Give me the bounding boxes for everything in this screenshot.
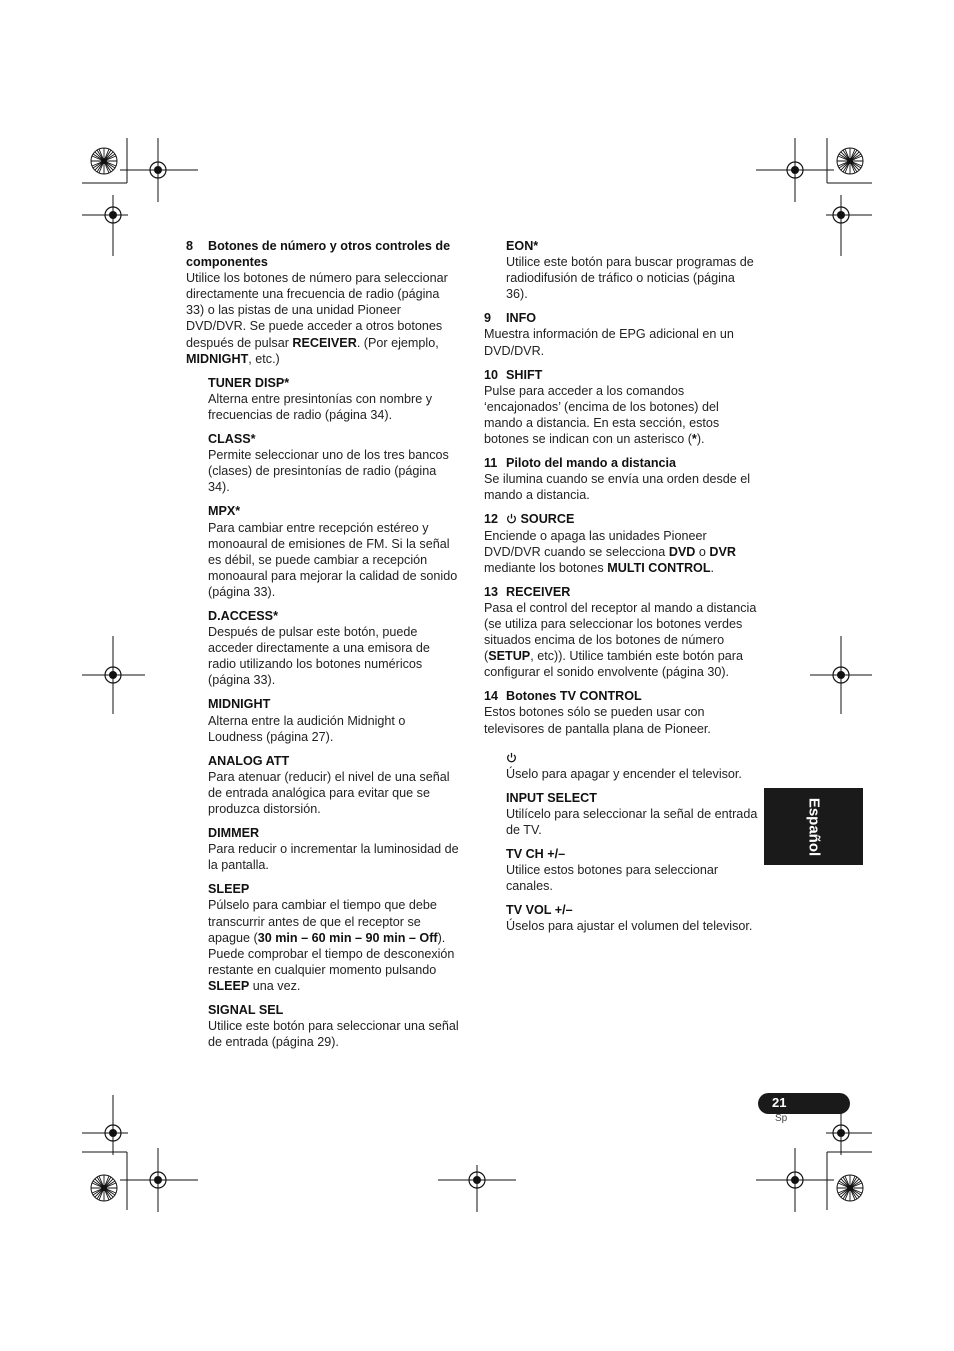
- page-language-code: Sp: [775, 1113, 788, 1124]
- entry-text: Para reducir o incrementar la luminosidad de la pantalla.: [208, 842, 459, 873]
- entry-text: Alterna entre presintonías con nombre y frecuencias de radio (página 34).: [208, 391, 433, 422]
- entry-title: TV VOL +/–: [506, 903, 573, 918]
- class-entry: [208, 431, 461, 495]
- power-icon: [506, 752, 517, 763]
- left-column: [186, 238, 461, 1058]
- text: ).: [696, 432, 705, 447]
- text: , etc.): [248, 351, 280, 366]
- entry-title: EON*: [506, 239, 539, 253]
- entry-title: D.ACCESS*: [208, 608, 278, 623]
- bold-text: DVR: [709, 544, 737, 559]
- section-text: [484, 600, 759, 680]
- section-11: [484, 455, 759, 503]
- section-text: [484, 528, 759, 576]
- section-heading: [484, 455, 759, 471]
- section-heading: [484, 584, 759, 600]
- section-13: [484, 584, 759, 681]
- entry-title: MIDNIGHT: [208, 697, 271, 712]
- entry-title: MPX*: [208, 504, 241, 519]
- language-tab: [764, 788, 863, 865]
- language-label: Español: [805, 797, 822, 856]
- section-title: Piloto del mando a distancia: [506, 456, 677, 471]
- bold-text: SETUP: [488, 649, 531, 664]
- eon-entry: [506, 238, 759, 302]
- entry-title: [506, 750, 759, 766]
- entry-title: SIGNAL SEL: [208, 1003, 284, 1018]
- text: .: [710, 560, 715, 575]
- section-heading: [484, 688, 759, 704]
- entry-text: Para atenuar (reducir) el nivel de una señal de entrada analógica para evitar que se produzca distorsión.: [208, 769, 450, 816]
- mpx-entry: [208, 503, 461, 600]
- section-title: SHIFT: [506, 367, 543, 382]
- section-number: 14: [484, 689, 499, 704]
- midnight-entry: [208, 696, 461, 744]
- section-heading: [484, 367, 759, 383]
- input-select-entry: [506, 790, 759, 838]
- text: Pulse para acceder a los comandos ‘encajonados’ (encima de los botones) del mando a distancia. En esta sección, estos botones se indican con un asterisco (: [484, 383, 720, 447]
- section-number: 13: [484, 584, 499, 599]
- section-title: RECEIVER: [506, 584, 571, 599]
- section-10: [484, 367, 759, 447]
- bold-text: SLEEP: [208, 978, 250, 993]
- starburst-target-icon: [91, 148, 117, 174]
- right-column: [484, 238, 759, 943]
- bold-text: MULTI CONTROL: [607, 560, 711, 575]
- section-title: INFO: [506, 311, 537, 326]
- section-number: 8: [186, 239, 194, 253]
- text: una vez.: [249, 978, 301, 993]
- text: , etc)). Utilice también este botón para configurar el sonido envolvente (página 30).: [484, 649, 743, 680]
- section-number: 11: [484, 456, 498, 471]
- section-title: Botones TV CONTROL: [506, 689, 642, 704]
- entry-text: Utilice este botón para seleccionar una señal de entrada (página 29).: [208, 1019, 459, 1050]
- starburst-target-icon: [837, 1175, 863, 1201]
- entry-text: Alterna entre la audición Midnight o Loudness (página 27).: [208, 713, 406, 744]
- entry-text: Utilice estos botones para seleccionar canales.: [506, 863, 719, 894]
- power-icon: [506, 513, 517, 524]
- d-access-entry: [208, 608, 461, 688]
- section-9: [484, 310, 759, 358]
- signal-sel-entry: [208, 1002, 461, 1050]
- entry-title: SLEEP: [208, 882, 250, 897]
- tv-ch-entry: [506, 846, 759, 894]
- entry-title: TV CH +/–: [506, 847, 566, 862]
- page-number: 21: [772, 1095, 787, 1110]
- tuner-disp-entry: [208, 375, 461, 423]
- section-text: Muestra información de EPG adicional en un DVD/DVR.: [484, 327, 734, 358]
- entry-text: [208, 897, 461, 994]
- section-12: [484, 511, 759, 575]
- section-14: [484, 688, 759, 736]
- text: . (Por ejemplo,: [356, 335, 439, 350]
- dimmer-entry: [208, 825, 461, 873]
- section-text: [484, 383, 759, 447]
- section-title: Botones de número y otros controles de componentes: [186, 239, 451, 270]
- tv-vol-entry: [506, 902, 759, 934]
- bold-text: *: [691, 432, 697, 447]
- entry-text: Utilícelo para seleccionar la señal de entrada de TV.: [506, 806, 758, 837]
- text: Enciende o apaga las unidades Pioneer DVD/DVR cuando se selecciona: [484, 528, 707, 559]
- section-8-body: [186, 270, 461, 367]
- entry-text: Para cambiar entre recepción estéreo y monoaural de emisiones de FM. Si la señal es débil, se puede cambiar a recepción monoaural para mejorar la calidad de sonido (página 33).: [208, 520, 458, 599]
- entry-text: Utilice este botón para buscar programas de radiodifusión de tráfico o noticias (página 36).: [506, 255, 754, 302]
- section-number: 10: [484, 367, 499, 382]
- entry-title: ANALOG ATT: [208, 753, 290, 768]
- section-heading: [484, 310, 759, 326]
- bold-text: RECEIVER: [292, 335, 357, 350]
- entry-title: CLASS*: [208, 432, 256, 447]
- page-number-badge: [758, 1093, 850, 1114]
- starburst-target-icon: [91, 1175, 117, 1201]
- section-heading: [484, 511, 759, 527]
- bold-text: 30 min – 60 min – 90 min – Off: [257, 930, 438, 945]
- sleep-entry: [208, 881, 461, 994]
- entry-text: Después de pulsar este botón, puede acceder directamente a una emisora de radio utilizando los botones numéricos (página 33).: [208, 625, 430, 688]
- text: Pasa el control del receptor al mando a distancia (se utiliza para seleccionar los botones verdes situados encima de los botones de número (: [484, 600, 757, 664]
- text: ). Puede comprobar el tiempo de desconexión restante en cualquier momento pulsando: [208, 930, 455, 977]
- section-text: Estos botones sólo se pueden usar con televisores de pantalla plana de Pioneer.: [484, 705, 711, 736]
- tv-power-entry: [506, 750, 759, 782]
- bold-text: MIDNIGHT: [186, 351, 249, 366]
- entry-text: Úselos para ajustar el volumen del televisor.: [506, 919, 753, 934]
- entry-text: Úselo para apagar y encender el televisor.: [506, 766, 742, 781]
- bold-text: DVD: [668, 544, 696, 559]
- entry-title: INPUT SELECT: [506, 790, 597, 805]
- section-number: 9: [484, 311, 492, 326]
- entry-title: TUNER DISP*: [208, 375, 290, 390]
- section-text: Se ilumina cuando se envía una orden desde el mando a distancia.: [484, 472, 751, 503]
- analog-att-entry: [208, 753, 461, 817]
- section-title: SOURCE: [520, 512, 575, 527]
- section-number: 12: [484, 512, 499, 527]
- text: mediante los botones: [484, 560, 608, 575]
- section-8: [186, 238, 461, 367]
- entry-title: DIMMER: [208, 826, 260, 841]
- text: Púlselo para cambiar el tiempo que debe transcurrir antes de que el receptor se apague (: [208, 898, 437, 945]
- text: o: [695, 544, 710, 559]
- section-8-heading: [186, 238, 461, 270]
- entry-text: Permite seleccionar uno de los tres bancos (clases) de presintonías de radio (página 34).: [208, 448, 449, 495]
- text: Utilice los botones de número para seleccionar directamente una frecuencia de radio (página 33) o las pistas de una unidad Pioneer DVD/DVR. Se puede acceder a otros botones después de pulsar: [186, 271, 448, 350]
- starburst-target-icon: [837, 148, 863, 174]
